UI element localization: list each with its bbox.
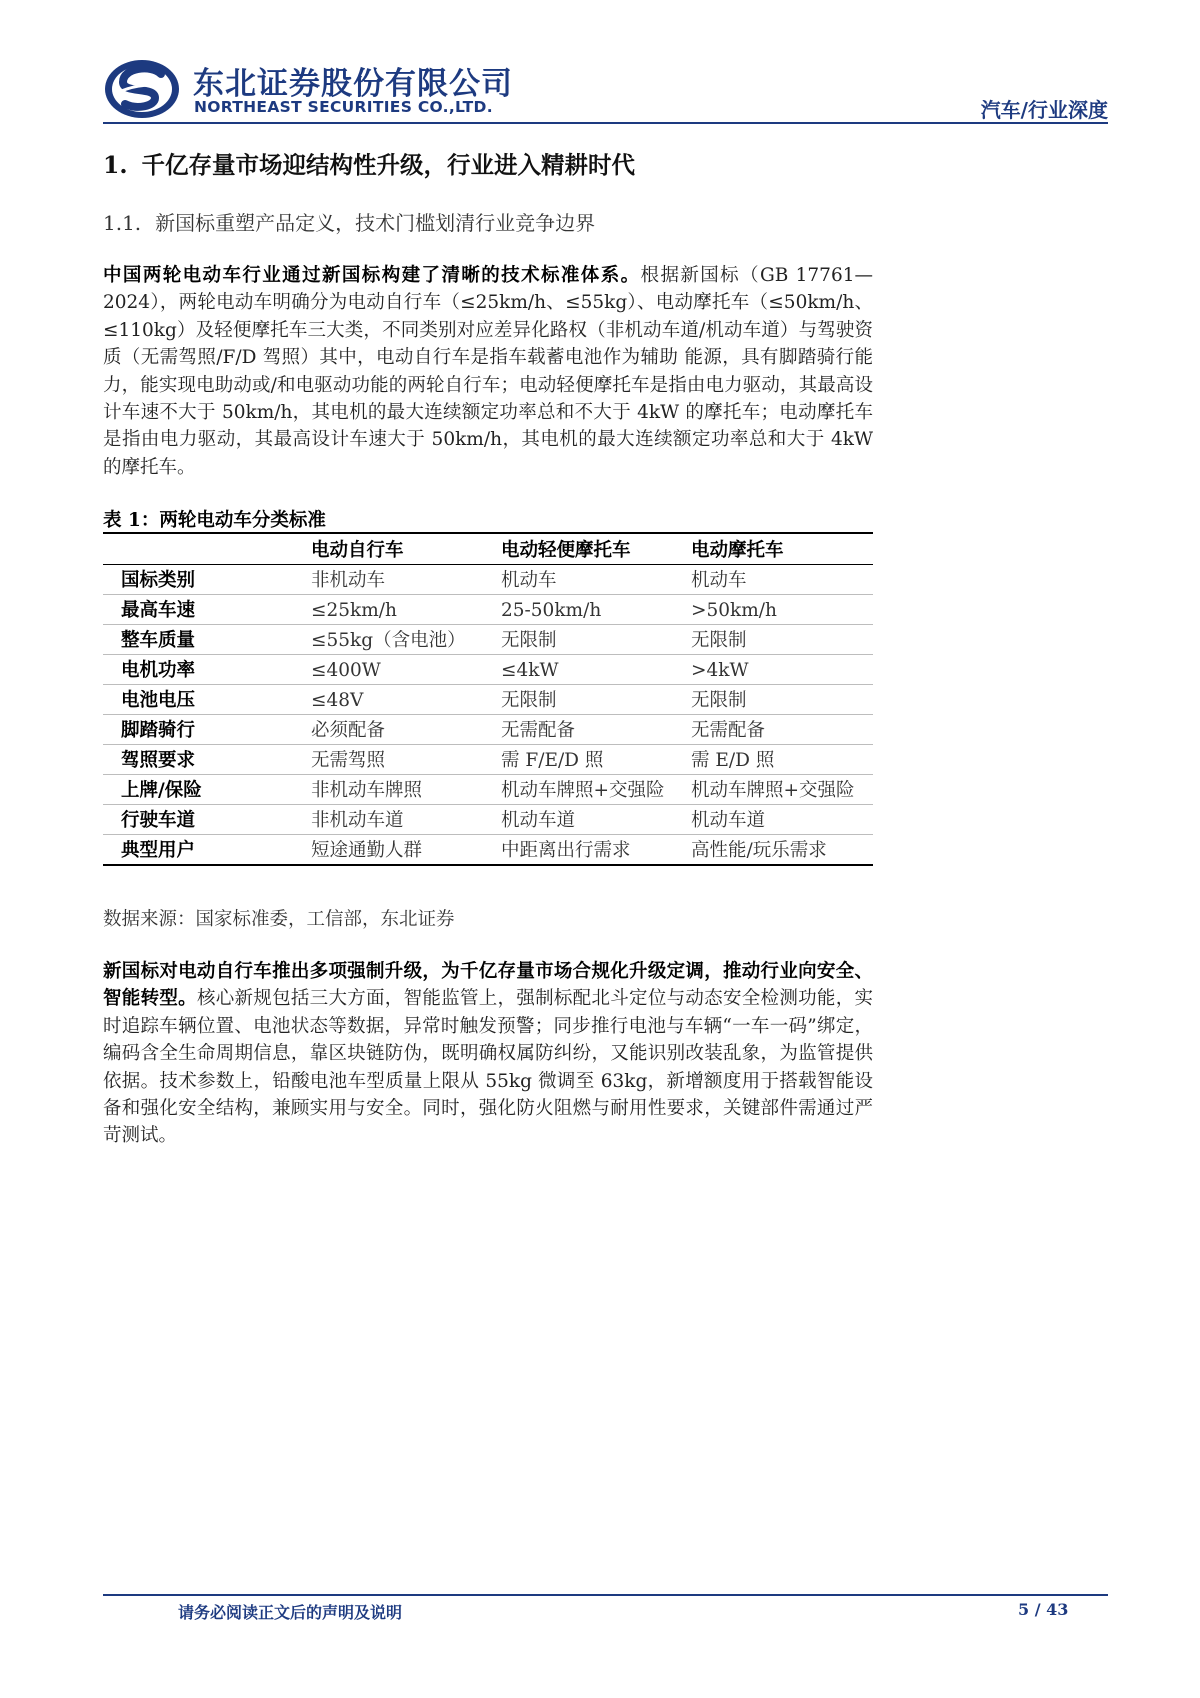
table-cell: ≤25km/h xyxy=(311,599,397,621)
row-header: 国标类别 xyxy=(121,569,196,591)
company-name-en: NORTHEAST SECURITIES CO.,LTD. xyxy=(194,98,493,116)
table-cell: 短途通勤人群 xyxy=(311,839,423,861)
footer-divider xyxy=(103,1594,1108,1596)
table-cell: 高性能/玩乐需求 xyxy=(691,839,827,861)
table-cell: >4kW xyxy=(691,659,749,681)
classification-table xyxy=(103,532,873,866)
table-cell: 需 F/E/D 照 xyxy=(501,749,604,771)
row-header: 电机功率 xyxy=(121,659,196,681)
section-number: 1. xyxy=(103,151,128,179)
table-cell: 机动车道 xyxy=(501,809,576,831)
table-cell: 非机动车 xyxy=(311,569,386,591)
table-row xyxy=(103,714,873,744)
paragraph-body: 根据新国标（GB 17761—2024），两轮电动车明确分为电动自行车（≤25km/h、≤55kg）、电动摩托车（≤50km/h、≤110kg）及轻便摩托车三大类，不同类别对应差异化路权（非机动车道/机动车道）与驾驶资质（无需驾照/F/D 驾照）其中，电动自行车是指车载蓄电池作为辅助 能源，具有脚踏骑行能力，能实现电助动或/和电驱动功能的两轮自行车；电动轻便摩托车是指由电力驱动，其最高设计车速不大于 50km/h，其电机的最大连续额定功率总和不大于 4kW 的摩托车；电动摩托车是指由电力驱动，其最高设计车速大于 50km/h，其电机的最大连续额定功率总和大于 4kW 的摩托车。 xyxy=(103,265,873,478)
table-row xyxy=(103,594,873,624)
table-cell: 无需配备 xyxy=(501,719,576,741)
paragraph-lead: 新国标对电动自行车推出多项强制升级，为千亿存量市场合规化升级定调，推动行业向安全、智能转型。 xyxy=(103,961,873,1010)
subsection-number: 1.1. xyxy=(103,211,142,235)
table-cell: 无限制 xyxy=(691,629,747,651)
table-header-cell: 电动自行车 xyxy=(311,539,404,561)
row-header: 行驶车道 xyxy=(121,809,196,831)
table-cell: 非机动车牌照 xyxy=(311,779,423,801)
header-divider xyxy=(103,122,1108,124)
table-row xyxy=(103,624,873,654)
table-cell: ≤4kW xyxy=(501,659,559,681)
table-cell: 机动车 xyxy=(501,569,557,591)
table-row xyxy=(103,774,873,804)
table-row xyxy=(103,744,873,774)
row-header: 最高车速 xyxy=(121,599,196,621)
table-cell: 无限制 xyxy=(691,689,747,711)
table-cell: 机动车道 xyxy=(691,809,766,831)
table-header-cell xyxy=(103,533,307,564)
paragraph-new-standard xyxy=(103,958,873,1150)
table-cell: >50km/h xyxy=(691,599,777,621)
table-cell: 无需配备 xyxy=(691,719,766,741)
row-header: 电池电压 xyxy=(121,689,196,711)
table-row xyxy=(103,804,873,834)
section-title: 千亿存量市场迎结构性升级，行业进入精耕时代 xyxy=(141,151,636,179)
table-source: 数据来源：国家标准委，工信部，东北证券 xyxy=(103,909,455,930)
subsection-title: 新国标重塑产品定义，技术门槛划清行业竞争边界 xyxy=(155,211,596,235)
table-cell: ≤48V xyxy=(311,689,364,711)
page-number: 5 / 43 xyxy=(1018,1600,1069,1619)
table-cell: 无限制 xyxy=(501,689,557,711)
footer-disclaimer: 请务必阅读正文后的声明及说明 xyxy=(178,1603,403,1622)
row-header: 典型用户 xyxy=(121,839,196,861)
table-cell: 无限制 xyxy=(501,629,557,651)
paragraph-lead: 中国两轮电动车行业通过新国标构建了清晰的技术标准体系。 xyxy=(103,265,641,286)
row-header: 整车质量 xyxy=(121,629,196,651)
table-row xyxy=(103,834,873,865)
table-cell: 机动车 xyxy=(691,569,747,591)
table-cell: 需 E/D 照 xyxy=(691,749,775,771)
table-cell: 中距离出行需求 xyxy=(501,839,631,861)
table-cell: 无需驾照 xyxy=(311,749,386,771)
table-header-cell: 电动轻便摩托车 xyxy=(501,539,631,561)
table-cell: 非机动车道 xyxy=(311,809,404,831)
page-header xyxy=(103,58,1108,124)
row-header: 驾照要求 xyxy=(121,749,196,771)
table-row xyxy=(103,564,873,594)
paragraph-body: 核心新规包括三大方面，智能监管上，强制标配北斗定位与动态安全检测功能，实时追踪车辆位置、电池状态等数据，异常时触发预警；同步推行电池与车辆“一车一码”绑定，编码含全生命周期信息，靠区块链防伪，既明确权属防纠纷，又能识别改装乱象，为监管提供依据。技术参数上，铅酸电池车型质量上限从 55kg 微调至 63kg，新增额度用于搭载智能设备和强化安全结构，兼顾实用与安全。同时，强化防火阻燃与耐用性要求，关键部件需通过严苛测试。 xyxy=(103,988,873,1147)
table-cell: ≤55kg（含电池） xyxy=(311,629,466,651)
table-cell: 机动车牌照+交强险 xyxy=(501,779,665,801)
table-cell: 必须配备 xyxy=(311,719,386,741)
table-header-row xyxy=(103,533,873,564)
report-category: 汽车/行业深度 xyxy=(980,98,1108,122)
table-row xyxy=(103,684,873,714)
table-header-cell: 电动摩托车 xyxy=(691,539,784,561)
paragraph-classification xyxy=(103,262,873,481)
table-row xyxy=(103,654,873,684)
table-cell: 25-50km/h xyxy=(501,599,602,621)
table-cell: ≤400W xyxy=(311,659,381,681)
company-name-cn: 东北证券股份有限公司 xyxy=(193,66,513,102)
northeast-securities-logo-icon xyxy=(103,58,181,120)
row-header: 脚踏骑行 xyxy=(121,719,196,741)
subsection-heading xyxy=(103,207,595,236)
table-caption: 表 1：两轮电动车分类标准 xyxy=(103,510,326,531)
section-heading xyxy=(103,146,635,180)
row-header: 上牌/保险 xyxy=(121,779,202,801)
table-cell: 机动车牌照+交强险 xyxy=(691,779,855,801)
